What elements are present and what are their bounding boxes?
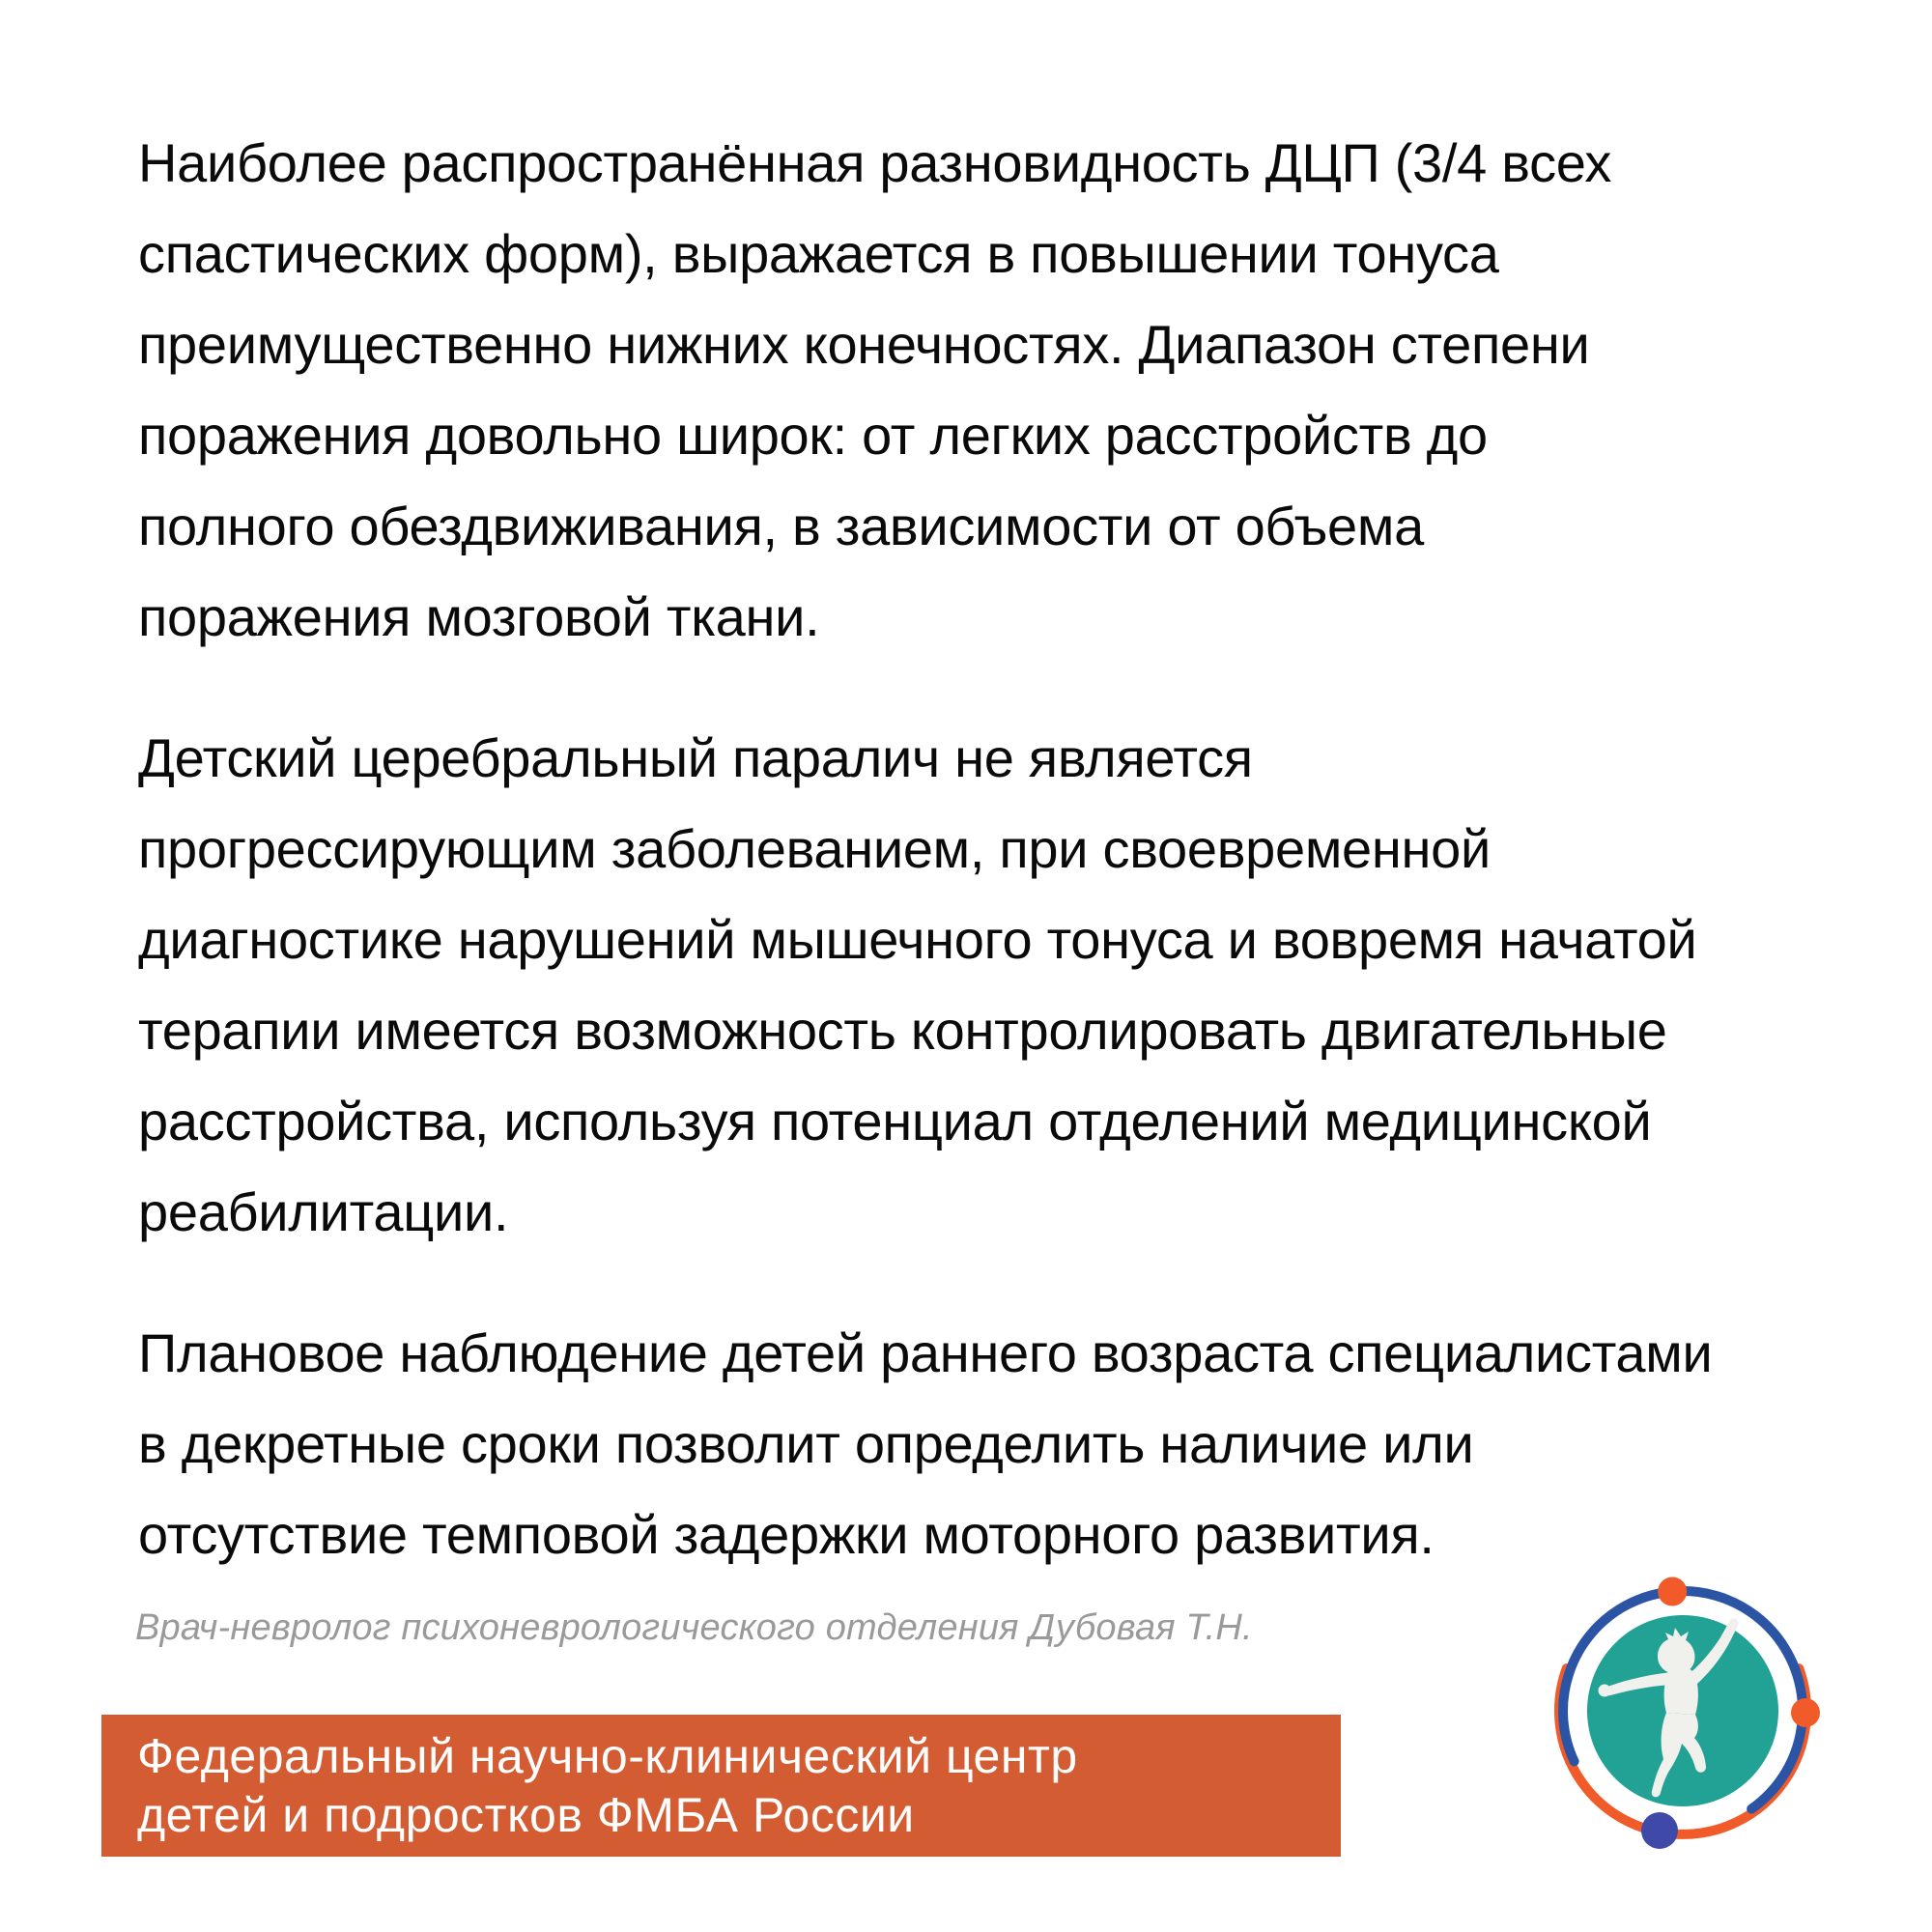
text-line: Наиболее распространённая разновидность ДЦП (3/4 всех [138, 132, 1612, 193]
org-banner-line: Федеральный научно-клинический центр [137, 1729, 1078, 1783]
text-line: полного обездвиживания, в зависимости от объема [138, 496, 1424, 556]
logo-orange-dot-top [1658, 1577, 1687, 1606]
text-line: преимущественно нижних конечностях. Диапазон степени [138, 314, 1590, 375]
author-signature: Врач-невролог психоневрологического отделения Дубовая Т.Н. [135, 1607, 1253, 1648]
org-banner [101, 1715, 1341, 1857]
paragraph-1 [138, 118, 1867, 663]
text-line: отсутствие темповой задержки моторного развития. [138, 1504, 1435, 1565]
logo-purple-dot-bottom [1641, 1812, 1678, 1849]
logo-orange-dot-right [1791, 1698, 1820, 1727]
text-line: терапии имеется возможность контролировать двигательные [138, 1000, 1667, 1061]
text-line: прогрессирующим заболеванием, при своевременной [138, 818, 1491, 879]
text-line: в декретные сроки позволит определить наличие или [138, 1413, 1474, 1474]
article-body [138, 118, 1867, 1631]
text-line: Плановое наблюдение детей раннего возраста специалистами [138, 1322, 1713, 1383]
text-line: Детский церебральный паралич не является [138, 727, 1253, 788]
fnkc-fmba-logo [1533, 1558, 1833, 1858]
text-line: поражения довольно широк: от легких расстройств до [138, 405, 1488, 466]
text-line: расстройства, используя потенциал отделений медицинской [138, 1091, 1652, 1151]
text-line: реабилитации. [138, 1181, 509, 1242]
paragraph-2 [138, 713, 1867, 1258]
paragraph-3 [138, 1308, 1867, 1580]
org-banner-line: детей и подростков ФМБА России [137, 1788, 915, 1842]
text-line: диагностике нарушений мышечного тонуса и вовремя начатой [138, 909, 1697, 970]
text-line: спастических форм), выражается в повышении тонуса [138, 223, 1499, 284]
text-line: поражения мозговой ткани. [138, 586, 820, 647]
